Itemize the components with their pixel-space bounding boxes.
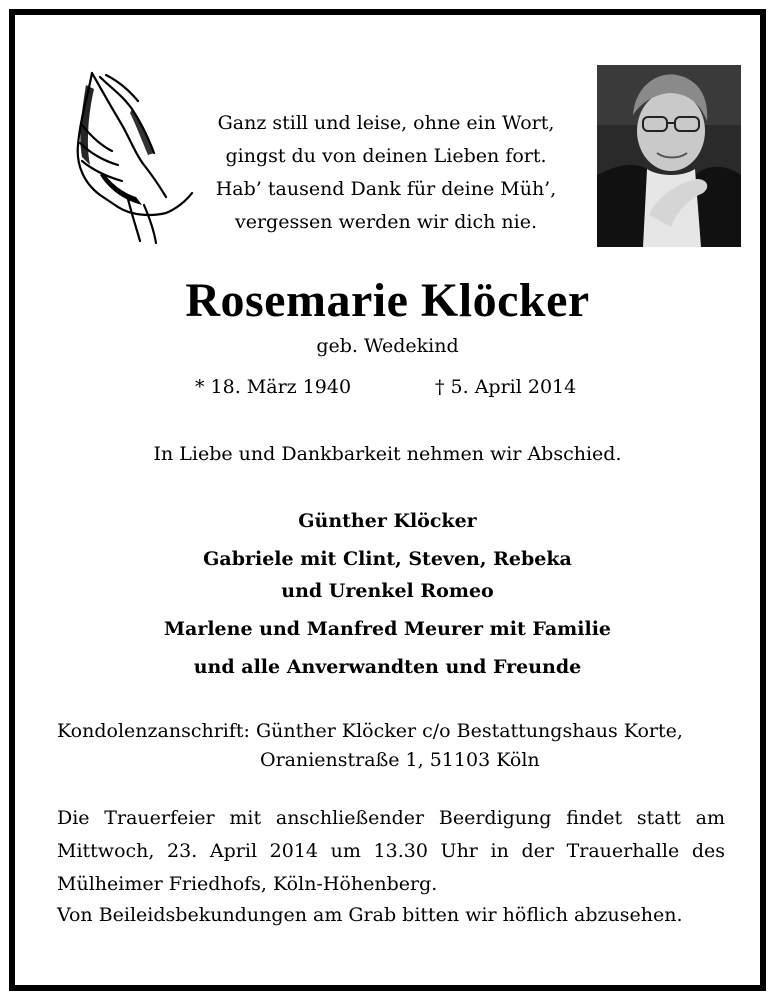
praying-hands-icon <box>70 65 195 245</box>
condolence-request: Von Beileidsbekundungen am Grab bitten wir höflich abzusehen. <box>57 904 683 926</box>
funeral-info <box>57 802 725 901</box>
mourner-line: Günther Klöcker <box>298 510 477 532</box>
farewell-line: In Liebe und Dankbarkeit nehmen wir Abschied. <box>153 443 622 465</box>
portrait-photo <box>597 65 741 247</box>
poem-line: Ganz still und leise, ohne ein Wort, <box>217 112 555 134</box>
obituary-notice <box>9 9 766 991</box>
condolence-line-2: Oranienstraße 1, 51103 Köln <box>260 749 540 771</box>
funeral-line: Mittwoch, 23. April 2014 um 13.30 Uhr in der Trauerhalle des <box>57 840 725 862</box>
funeral-line: Mülheimer Friedhofs, Köln-Höhenberg. <box>57 873 438 895</box>
condolence-address <box>57 717 683 775</box>
poem-line: Hab’ tausend Dank für deine Müh’, <box>215 178 557 200</box>
mourner-line: und Urenkel Romeo <box>281 580 494 602</box>
deceased-name: Rosemarie Klöcker <box>185 274 590 327</box>
funeral-line: Die Trauerfeier mit anschließender Beerdigung findet statt am <box>57 807 725 829</box>
mourner-line: Gabriele mit Clint, Steven, Rebeka <box>203 548 572 570</box>
maiden-name: geb. Wedekind <box>316 335 459 357</box>
condolence-line-1: Kondolenzanschrift: Günther Klöcker c/o Bestattungshaus Korte, <box>57 720 683 742</box>
mourner-line: Marlene und Manfred Meurer mit Familie <box>163 618 611 640</box>
mourners-list <box>15 505 760 683</box>
birth-date: * 18. März 1940 <box>195 376 352 398</box>
mourner-line: und alle Anverwandten und Freunde <box>193 656 582 678</box>
poem <box>195 107 577 239</box>
death-date: † 5. April 2014 <box>435 376 577 398</box>
poem-line: vergessen werden wir dich nie. <box>235 211 537 233</box>
poem-line: gingst du von deinen Lieben fort. <box>225 145 547 167</box>
